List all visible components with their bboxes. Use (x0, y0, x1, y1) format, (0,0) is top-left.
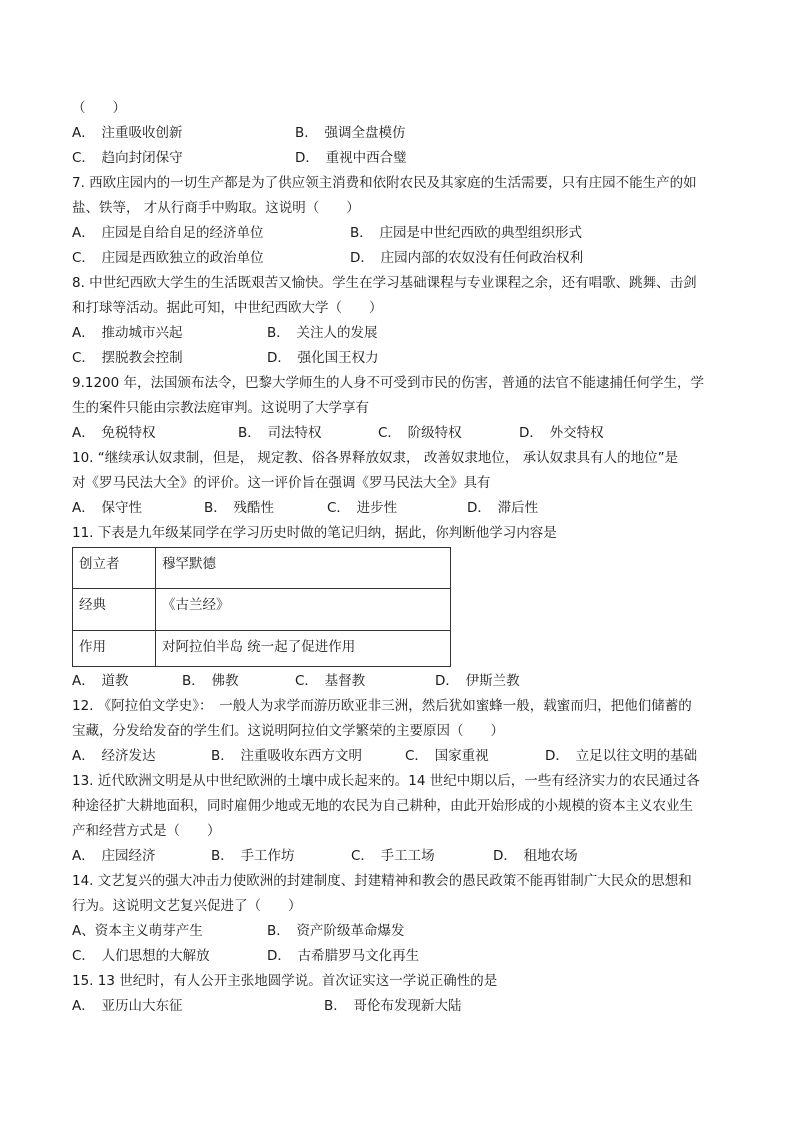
q11-notes-table (72, 547, 451, 667)
q7-option-b: B． 庄园是中世纪西欧的典型组织形式 (350, 225, 583, 241)
q10-option-a: A． 保守性 (72, 500, 142, 516)
table-row (73, 631, 451, 667)
q6-option-d: D． 重视中西合璧 (295, 150, 407, 166)
q14-options-row2 (72, 944, 722, 969)
q7-option-d: D． 庄园内部的农奴没有任何政治权利 (350, 250, 584, 266)
q6-stem: （ ） (72, 100, 126, 116)
table-cell-key: 经典 (73, 589, 156, 631)
q14-option-a: A、资本主义萌芽产生 (72, 923, 203, 939)
q15-stem: 15. 13 世纪时，有人公开主张地圆学说。首次证实这一学说正确性的是 (72, 973, 498, 989)
table-row (73, 548, 451, 589)
q10-stem-line2: 对《罗马民法大全》的评价。这一评价旨在强调《罗马民法大全》具有 (72, 475, 491, 491)
q7-option-a: A． 庄园是自给自足的经济单位 (72, 225, 264, 241)
q14-option-d: D． 古希腊罗马文化再生 (267, 948, 420, 964)
q14-stem-line2: 行为。这说明文艺复兴促进了（ ） (72, 898, 302, 914)
q8-option-a: A． 推动城市兴起 (72, 325, 183, 341)
q13-stem-line1: 13. 近代欧洲文明是从中世纪欧洲的土壤中成长起来的。14 世纪中期以后，一些有经济实力的农民通过各 (72, 773, 700, 789)
q9-option-b: B． 司法特权 (238, 425, 322, 441)
table-cell-value: 对阿拉伯半岛 统一起了促进作用 (156, 631, 451, 667)
q13-stem-line3: 产和经营方式是（ ） (72, 823, 221, 839)
q11-option-d: D． 伊斯兰教 (435, 673, 520, 689)
q7-stem-line1: 7. 西欧庄园内的一切生产都是为了供应领主消费和依附农民及其家庭的生活需要，只有庄园不能生产的如 (72, 175, 697, 191)
q9-option-d: D． 外交特权 (519, 425, 604, 441)
q11-option-a: A． 道教 (72, 673, 129, 689)
q10-option-d: D． 滞后性 (467, 500, 539, 516)
q13-option-a: A． 庄园经济 (72, 848, 156, 864)
table-row (73, 589, 451, 631)
q7-options-row1 (72, 221, 722, 246)
q7-option-c: C． 庄园是西欧独立的政治单位 (72, 250, 264, 266)
q7-stem-line2: 盐、铁等， 才从行商手中购取。这说明（ ） (72, 200, 360, 216)
q10-options (72, 496, 722, 521)
q15-options (72, 994, 722, 1019)
q13-option-c: C． 手工工场 (351, 848, 435, 864)
q9-option-c: C． 阶级特权 (378, 425, 462, 441)
q9-stem-line1: 9.1200 年，法国颁布法令，巴黎大学师生的人身不可受到市民的伤害，普通的法官不能逮捕任何学生，学 (72, 375, 705, 391)
q11-options (72, 669, 722, 694)
q14-stem-line1: 14. 文艺复兴的强大冲击力使欧洲的封建制度、封建精神和教会的愚民政策不能再钳制广大民众的思想和 (72, 873, 692, 889)
q13-option-b: B． 手工作坊 (211, 848, 295, 864)
q13-stem-line2: 种途径扩大耕地面积，同时雇佣少地或无地的农民为自己耕种，由此开始形成的小规模的资本主义农业生 (72, 798, 693, 814)
table-cell-value: 穆罕默德 (156, 548, 451, 589)
q6-options-row1 (72, 121, 722, 146)
q10-option-c: C． 进步性 (327, 500, 398, 516)
q12-stem-line1: 12. 《阿拉伯文学史》： 一般人为求学而游历欧亚非三洲，然后犹如蜜蜂一般，载蜜而归，把他们储蓄的 (72, 698, 692, 714)
q10-stem-line1: 10. “继续承认奴隶制，但是， 规定教、俗各界释放奴隶， 改善奴隶地位， 承认奴隶具有人的地位”是 (72, 450, 679, 466)
q8-options-row2 (72, 346, 722, 371)
table-cell-key: 作用 (73, 631, 156, 667)
q15-option-a: A． 亚历山大东征 (72, 998, 183, 1014)
q11-stem: 11. 下表是九年级某同学在学习历史时做的笔记归纳，据此，你判断他学习内容是 (72, 525, 557, 541)
q12-options (72, 744, 722, 769)
exam-page (72, 96, 722, 1019)
q7-options-row2 (72, 246, 722, 271)
q12-option-b: B． 注重吸收东西方文明 (211, 748, 363, 764)
q9-options (72, 421, 722, 446)
q9-option-a: A． 免税特权 (72, 425, 156, 441)
q8-option-d: D． 强化国王权力 (267, 350, 379, 366)
q13-options (72, 844, 722, 869)
q8-stem-line1: 8. 中世纪西欧大学生的生活既艰苦又愉快。学生在学习基础课程与专业课程之余，还有唱歌、跳舞、击剑 (72, 275, 697, 291)
table-cell-key: 创立者 (73, 548, 156, 589)
q8-option-b: B． 关注人的发展 (267, 325, 378, 341)
q12-stem-line2: 宝藏，分发给发奋的学生们。这说明阿拉伯文学繁荣的主要原因（ ） (72, 723, 504, 739)
q14-option-c: C． 人们思想的大解放 (72, 948, 210, 964)
table-cell-value: 《古兰经》 (156, 589, 451, 631)
q10-option-b: B． 残酷性 (204, 500, 275, 516)
q8-stem-line2: 和打球等活动。据此可知，中世纪西欧大学（ ） (72, 300, 383, 316)
q6-option-a: A． 注重吸收创新 (72, 125, 183, 141)
q8-option-c: C． 摆脱教会控制 (72, 350, 183, 366)
q6-options-row2 (72, 146, 722, 171)
q6-option-c: C． 趋向封闭保守 (72, 150, 183, 166)
q6-option-b: B． 强调全盘模仿 (295, 125, 406, 141)
q12-option-c: C． 国家重视 (405, 748, 489, 764)
q9-stem-line2: 生的案件只能由宗教法庭审判。这说明了大学享有 (72, 400, 369, 416)
q14-options-row1 (72, 919, 722, 944)
q12-option-a: A． 经济发达 (72, 748, 156, 764)
q12-option-d: D． 立足以往文明的基础 (545, 748, 698, 764)
q11-option-c: C． 基督教 (295, 673, 366, 689)
q13-option-d: D． 租地农场 (493, 848, 578, 864)
q8-options-row1 (72, 321, 722, 346)
q14-option-b: B． 资产阶级革命爆发 (267, 923, 405, 939)
q15-option-b: B． 哥伦布发现新大陆 (324, 998, 462, 1014)
q11-option-b: B． 佛教 (182, 673, 239, 689)
